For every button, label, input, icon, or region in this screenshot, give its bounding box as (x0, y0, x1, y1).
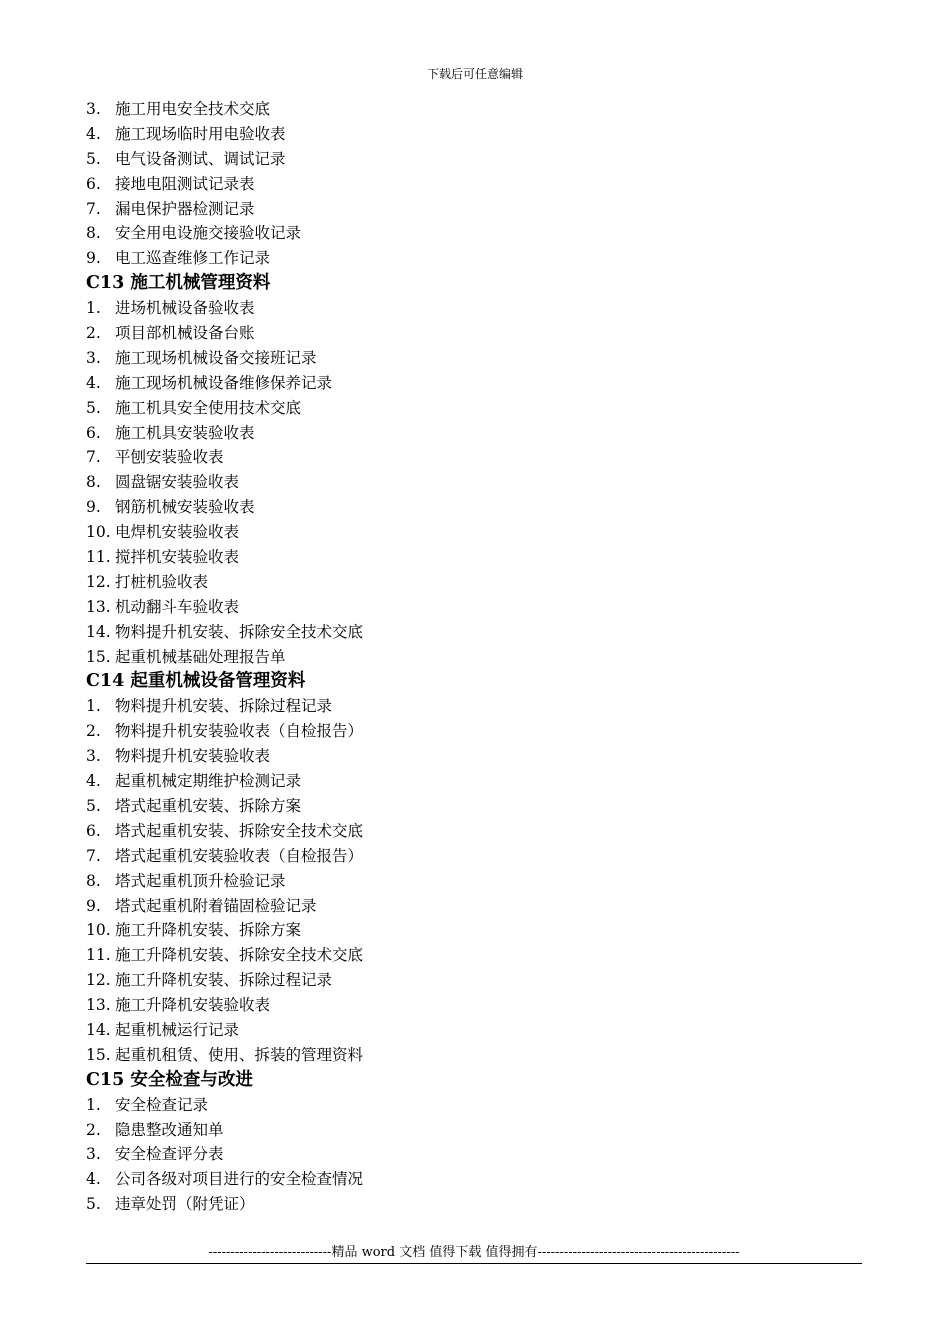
list-item (86, 371, 866, 396)
list-item (86, 943, 866, 968)
item-text: 安全检查评分表 (115, 1145, 224, 1164)
item-number: 5. (86, 398, 101, 417)
item-text: 圆盘锯安装验收表 (115, 473, 240, 492)
page-footer: ----------------------------精品 word 文档 值得下载 值得拥有---------------------------------------------- (208, 1245, 740, 1260)
section-heading: C15 安全检查与改进 (86, 1069, 253, 1090)
document-body (86, 97, 866, 1217)
item-number: 5. (86, 149, 101, 168)
item-text: 打桩机验收表 (115, 572, 209, 591)
section-continuation-list (86, 97, 866, 271)
item-text: 施工机具安装验收表 (115, 423, 255, 442)
item-number: 7. (86, 199, 101, 218)
item-number: 7. (86, 846, 101, 865)
item-number: 2. (86, 324, 101, 343)
item-number: 14. (86, 622, 111, 641)
item-text: 施工机具安全使用技术交底 (115, 398, 302, 417)
item-number: 11. (86, 946, 111, 965)
item-text: 起重机械运行记录 (115, 1020, 240, 1039)
item-number: 4. (86, 373, 101, 392)
item-number: 5. (86, 796, 101, 815)
item-text: 塔式起重机安装验收表（自检报告） (115, 846, 364, 865)
item-number: 4. (86, 1170, 101, 1189)
item-number: 14. (86, 1020, 111, 1039)
item-number: 1. (86, 299, 101, 318)
list-item (86, 470, 866, 495)
item-text: 钢筋机械安装验收表 (115, 498, 255, 517)
list-item (86, 296, 866, 321)
item-text: 起重机械定期维护检测记录 (115, 772, 302, 791)
item-text: 电工巡查维修工作记录 (115, 249, 271, 268)
item-text: 起重机租赁、使用、拆装的管理资料 (115, 1045, 364, 1064)
list-item (86, 1167, 866, 1192)
list-item (86, 570, 866, 595)
item-text: 施工升降机安装、拆除过程记录 (115, 971, 333, 990)
item-number: 15. (86, 647, 111, 666)
section-heading: C14 起重机械设备管理资料 (86, 671, 306, 692)
item-number: 10. (86, 921, 111, 940)
item-text: 塔式起重机顶升检验记录 (115, 871, 286, 890)
item-number: 7. (86, 448, 101, 467)
list-item (86, 396, 866, 421)
item-text: 起重机械基础处理报告单 (115, 647, 286, 666)
list-item (86, 172, 866, 197)
list-item (86, 1192, 866, 1217)
item-text: 施工现场临时用电验收表 (115, 124, 286, 143)
item-number: 2. (86, 722, 101, 741)
item-number: 9. (86, 896, 101, 915)
item-number: 3. (86, 747, 101, 766)
item-number: 4. (86, 124, 101, 143)
item-number: 8. (86, 224, 101, 243)
page-header: 下载后可任意编辑 (426, 67, 523, 81)
item-text: 电焊机安装验收表 (115, 523, 240, 542)
list-item (86, 844, 866, 869)
list-item (86, 122, 866, 147)
list-item (86, 321, 866, 346)
item-number: 1. (86, 697, 101, 716)
item-number: 9. (86, 498, 101, 517)
item-number: 12. (86, 572, 111, 591)
item-text: 施工用电安全技术交底 (115, 100, 271, 118)
item-text: 塔式起重机安装、拆除方案 (115, 796, 302, 815)
item-text: 安全检查记录 (115, 1095, 209, 1114)
section-c14 (86, 669, 866, 1067)
item-text: 施工现场机械设备交接班记录 (115, 348, 317, 367)
item-text: 电气设备测试、调试记录 (115, 149, 286, 168)
item-text: 隐患整改通知单 (115, 1120, 224, 1139)
list-item (86, 1118, 866, 1143)
list-item (86, 719, 866, 744)
list-item (86, 918, 866, 943)
list-item (86, 595, 866, 620)
section-heading: C13 施工机械管理资料 (86, 273, 271, 294)
item-text: 施工升降机安装、拆除安全技术交底 (115, 946, 364, 965)
list-item (86, 645, 866, 670)
item-number: 8. (86, 473, 101, 492)
item-number: 3. (86, 348, 101, 367)
list-item (86, 421, 866, 446)
list-item (86, 445, 866, 470)
item-text: 施工现场机械设备维修保养记录 (115, 373, 333, 392)
list-item (86, 1018, 866, 1043)
item-text: 机动翻斗车验收表 (115, 597, 240, 616)
list-item (86, 1142, 866, 1167)
item-text: 平刨安装验收表 (115, 448, 224, 467)
section-c13 (86, 271, 866, 669)
item-number: 5. (86, 1195, 101, 1214)
item-number: 3. (86, 1145, 101, 1164)
item-number: 8. (86, 871, 101, 890)
item-number: 3. (86, 100, 101, 118)
item-text: 公司各级对项目进行的安全检查情况 (115, 1170, 364, 1189)
list-item (86, 869, 866, 894)
list-item (86, 545, 866, 570)
item-text: 进场机械设备验收表 (115, 299, 255, 318)
item-number: 10. (86, 523, 111, 542)
list-item (86, 894, 866, 919)
item-number: 6. (86, 174, 101, 193)
item-number: 13. (86, 597, 111, 616)
item-text: 塔式起重机附着锚固检验记录 (115, 896, 317, 915)
item-number: 1. (86, 1095, 101, 1114)
item-text: 塔式起重机安装、拆除安全技术交底 (115, 821, 364, 840)
item-number: 4. (86, 772, 101, 791)
item-text: 搅拌机安装验收表 (115, 548, 240, 567)
list-item (86, 694, 866, 719)
item-number: 2. (86, 1120, 101, 1139)
list-item (86, 1043, 866, 1068)
list-item (86, 197, 866, 222)
item-number: 9. (86, 249, 101, 268)
list-item (86, 97, 866, 122)
item-text: 施工升降机安装、拆除方案 (115, 921, 302, 940)
item-number: 13. (86, 996, 111, 1015)
list-item (86, 147, 866, 172)
item-number: 6. (86, 821, 101, 840)
item-text: 物料提升机安装验收表（自检报告） (115, 722, 364, 741)
list-item (86, 495, 866, 520)
list-item (86, 221, 866, 246)
item-number: 15. (86, 1045, 111, 1064)
item-text: 漏电保护器检测记录 (115, 199, 255, 218)
item-text: 接地电阻测试记录表 (115, 174, 255, 193)
item-number: 12. (86, 971, 111, 990)
list-item (86, 968, 866, 993)
list-item (86, 520, 866, 545)
footer-divider (86, 1263, 862, 1264)
item-text: 物料提升机安装、拆除过程记录 (115, 697, 333, 716)
item-text: 物料提升机安装验收表 (115, 747, 271, 766)
item-text: 物料提升机安装、拆除安全技术交底 (115, 622, 364, 641)
list-item (86, 246, 866, 271)
list-item (86, 794, 866, 819)
item-text: 安全用电设施交接验收记录 (115, 224, 302, 243)
item-text: 施工升降机安装验收表 (115, 996, 271, 1015)
list-item (86, 620, 866, 645)
item-number: 6. (86, 423, 101, 442)
list-item (86, 993, 866, 1018)
list-item (86, 819, 866, 844)
item-text: 违章处罚（附凭证） (115, 1195, 255, 1214)
list-item (86, 744, 866, 769)
list-item (86, 1093, 866, 1118)
section-c15 (86, 1068, 866, 1217)
list-item (86, 346, 866, 371)
item-text: 项目部机械设备台账 (115, 324, 255, 343)
list-item (86, 769, 866, 794)
item-number: 11. (86, 548, 111, 567)
